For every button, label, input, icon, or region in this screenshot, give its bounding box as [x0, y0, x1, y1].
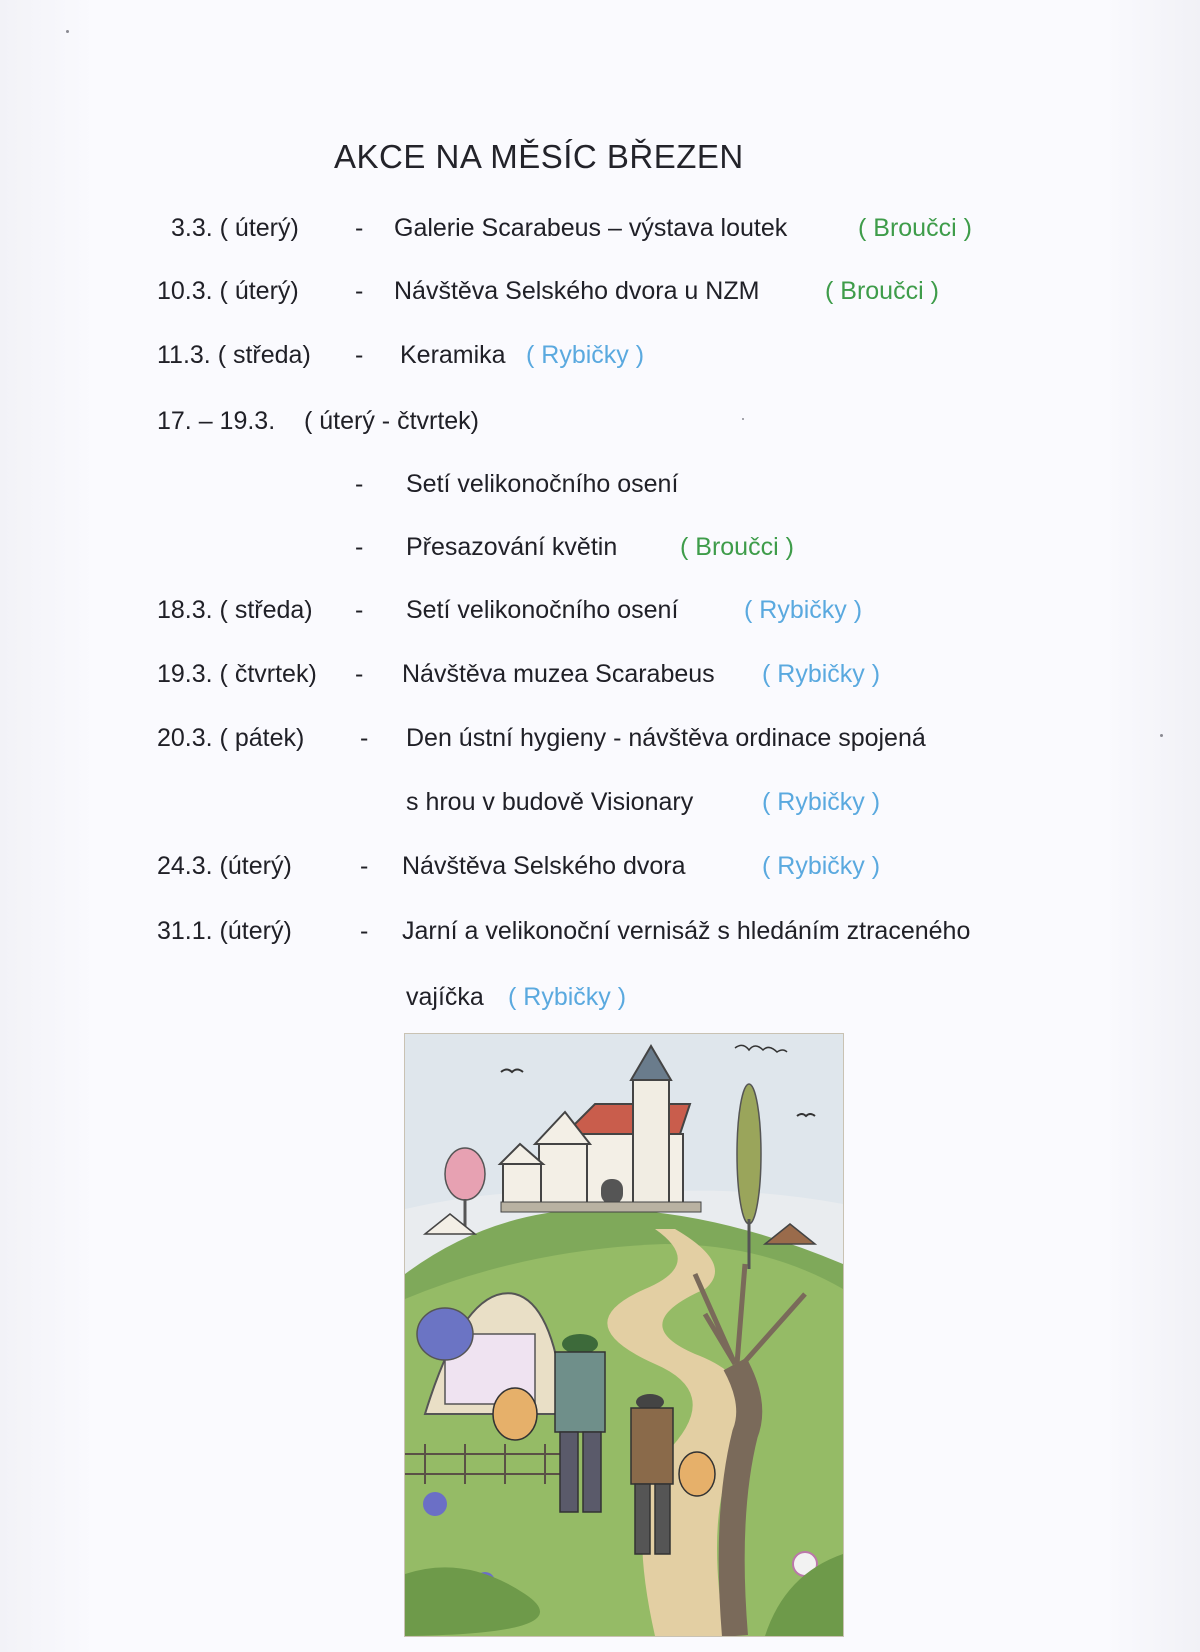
event-dash: - — [355, 533, 364, 561]
event-group-rybicky: ( Rybičky ) — [762, 852, 881, 880]
event-dash: - — [360, 917, 369, 945]
event-group-broucci: ( Broučci ) — [680, 533, 794, 561]
event-group-rybicky: ( Rybičky ) — [762, 788, 881, 816]
event-text: Galerie Scarabeus – výstava loutek — [394, 214, 788, 242]
event-text: Keramika — [400, 341, 506, 369]
event-text-continued: vajíčka — [406, 983, 484, 1011]
event-dash: - — [360, 724, 369, 752]
page-title: AKCE NA MĚSÍC BŘEZEN — [334, 138, 744, 175]
event-dash: - — [355, 341, 364, 369]
event-group-rybicky: ( Rybičky ) — [508, 983, 627, 1011]
event-date: 31.1. (úterý) — [157, 917, 292, 945]
event-text-continued: s hrou v budově Visionary — [406, 788, 694, 816]
event-group-broucci: ( Broučci ) — [825, 277, 939, 305]
event-text: Setí velikonočního osení — [406, 470, 679, 498]
event-dash: - — [355, 470, 364, 498]
event-date: 18.3. ( středa) — [157, 596, 313, 624]
event-text: Setí velikonočního osení — [406, 596, 679, 624]
event-date: 24.3. (úterý) — [157, 852, 292, 880]
event-dash: - — [355, 214, 364, 242]
event-text: Přesazování květin — [406, 533, 618, 561]
event-group-broucci: ( Broučci ) — [858, 214, 972, 242]
event-date-range: ( úterý - čtvrtek) — [304, 407, 480, 435]
event-text: Návštěva Selského dvora u NZM — [394, 277, 760, 305]
event-group-rybicky: ( Rybičky ) — [744, 596, 863, 624]
event-text: Jarní a velikonoční vernisáž s hledáním ztraceného — [402, 917, 971, 945]
event-date: 11.3. ( středa) — [157, 341, 311, 369]
scan-speck — [742, 418, 744, 420]
event-dash: - — [355, 660, 364, 688]
event-text: Den ústní hygieny - návštěva ordinace spojená — [406, 724, 926, 752]
scan-speck — [1160, 734, 1163, 737]
event-dash: - — [355, 596, 364, 624]
event-text: Návštěva muzea Scarabeus — [402, 660, 715, 688]
event-date: 10.3. ( úterý) — [157, 277, 299, 305]
event-text: Návštěva Selského dvora — [402, 852, 686, 880]
event-dash: - — [355, 277, 364, 305]
event-group-rybicky: ( Rybičky ) — [526, 341, 645, 369]
scan-speck — [66, 30, 69, 33]
event-dash: - — [360, 852, 369, 880]
village-illustration — [404, 1033, 844, 1637]
event-date: 19.3. ( čtvrtek) — [157, 660, 317, 688]
event-date: 20.3. ( pátek) — [157, 724, 305, 752]
event-date: 17. – 19.3. — [157, 407, 276, 435]
event-date: 3.3. ( úterý) — [171, 214, 299, 242]
event-group-rybicky: ( Rybičky ) — [762, 660, 881, 688]
